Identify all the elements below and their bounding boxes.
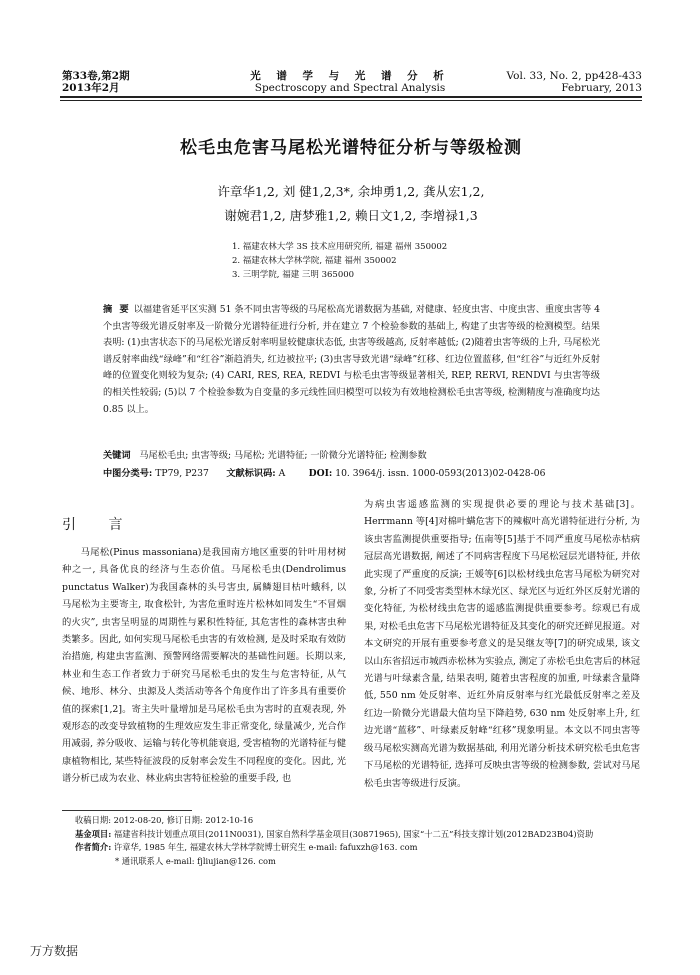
classification-line [103, 466, 600, 482]
watermark: 万方数据 [30, 944, 79, 958]
author-line-1: 许章华1,2, 刘 健1,2,3*, 余坤勇1,2, 龚从宏1,2, [217, 184, 485, 199]
footnotes [75, 814, 642, 868]
abstract [103, 302, 600, 418]
affiliation-3: 3. 三明学院, 福建 三明 365000 [232, 270, 355, 280]
header-volume-en [507, 70, 642, 94]
author-line-2: 谢婉君1,2, 唐梦雅1,2, 赖日文1,2, 李增禄1,3 [224, 208, 478, 223]
header-date-cn-text: 2013年2月 [62, 82, 120, 94]
header-date-en-text: February, 2013 [561, 82, 642, 94]
header-vol-en-text: Vol. 33, No. 2, pp428-433 [506, 70, 642, 82]
keywords-text: 马尾松毛虫; 虫害等级; 马尾松; 光谱特征; 一阶微分光谱特征; 检测参数 [139, 450, 427, 461]
clc-label: 中图分类号: [103, 468, 153, 479]
affiliation-1: 1. 福建农林大学 3S 技术应用研究所, 福建 福州 350002 [232, 242, 448, 252]
header-vol-issue-text: 第33卷,第2期 [62, 70, 130, 82]
paper-title: 松毛虫危害马尾松光谱特征分析与等级检测 [180, 138, 522, 158]
doc-code-value: A [278, 468, 286, 479]
keywords [103, 448, 600, 464]
author-list [60, 180, 642, 228]
affiliations [232, 240, 447, 282]
author-bio-text: 许章华, 1985 年生, 福建农林大学林学院博士研究生 e-mail: fafuxzh@163. com [113, 842, 418, 853]
clc-value: TP79, P237 [155, 468, 209, 479]
fund-text: 福建省科技计划重点项目(2011N0031), 国家自然科学基金项目(30871965), 国家“十二五”科技支撑计划(2012BAD23B04)资助 [113, 828, 594, 839]
abstract-text: 以福建省延平区实测 51 条不同虫害等级的马尾松高光谱数据为基础, 对健康、轻度虫害、中度虫害、重度虫害等 4 个虫害等级光谱反射率及一阶微分光谱特征进行分析, 并在建立 7 个检验参数的基础上, 构建了虫害等级的检测模型。结果表明: (1)虫害状态下的马尾松光谱反射率明显较健康状态低, 虫害等级越高, 反射率越低; (2)随着虫害等级的上升, 马尾松光谱反射率曲线“绿峰”和“红谷”渐趋消失, 红边被拉平; (3)虫害导致光谱“绿峰”红移、红边位置蓝移, 但“红谷”与近红外反射峰的位置变化则较为复杂; (4) CARI, RES, REA, REDVI 与松毛虫害等级显著相关, REP, RERVI, RENDVI 与虫害等级的相关性较弱; (5)以 7 个检验参数为自变量的多元线性回归模型可以较为有效地检测松毛虫害等级, 检测精度与准确度均达 0.85 以上。 [103, 304, 600, 415]
section-heading-intro: 引 言 [62, 517, 137, 533]
affiliation-2: 2. 福建农林大学林学院, 福建 福州 350002 [232, 256, 397, 266]
abstract-label: 摘 要 [103, 304, 131, 315]
doi-label: DOI: [308, 468, 333, 479]
fund-label: 基金项目: [75, 828, 112, 839]
header-rule-thick [60, 96, 642, 98]
header-volume-issue [62, 70, 130, 94]
author-bio-label: 作者简介: [75, 842, 112, 853]
footnote-corresponding: * 通讯联系人 e-mail: fjliujian@126. com [115, 855, 276, 866]
right-column [364, 496, 640, 792]
header-rule-thin [60, 100, 642, 101]
doi-value: 10. 3964/j. issn. 1000-0593(2013)02-0428-06 [335, 468, 546, 479]
journal-name-cn: 光 谱 学 与 光 谱 分 析 [250, 70, 450, 82]
header-journal-name [230, 70, 470, 94]
intro-paragraph-1: 马尾松(Pinus massoniana)是我国南方地区重要的针叶用材树种之一, 具备优良的经济与生态价值。马尾松毛虫(Dendrolimus punctatus Walker)为我国森林的头号害虫, 属鳞翅目枯叶蛾科, 以马尾松为主要寄主, 取食松针, 为害危重时连片松林如同发生“不冒烟的火灾”, 虫害呈明显的周期性与累积性特征, 其危害性的森林害虫种类繁多。因此, 如何实现马尾松毛虫害的有效检测, 是及时采取有效防治措施, 构建虫害监测、预警网络需要解决的基础性问题。长期以来, 林业和生态工作者致力于研究马尾松毛虫的发生与危害特征, 从气候、地形、林分、虫源及人类活动等各个角度作出了许多具有重要价值的探索[1,2]。寄主失叶量增加是马尾松毛虫为害时的直观表现, 外观形态的改变导致植物的生理效应发生非正常变化, 绿量减少, 光合作用减弱, 养分吸收、运输与转化等机能衰退, 受害植物的光谱特征与健康植物相比, 某些特征波段的反射率会发生不同程度的变化。因此, 光谱分析已成为农业、林业病虫害特征检验的重要手段, 也 [62, 547, 346, 785]
doc-code-label: 文献标识码: [226, 468, 276, 479]
footnote-fund [75, 828, 642, 842]
footnote-rule [62, 810, 192, 811]
footnote-received: 收稿日期: 2012-08-20, 修订日期: 2012-10-16 [75, 815, 254, 825]
intro-paragraph-2: 为病虫害遥感监测的实现提供必要的理论与技术基础[3]。Herrmann 等[4]对棉叶螨危害下的辣椒叶高光谱特征进行分析, 为该虫害监测提供重要指导; 伍南等[5]基于不同严重度马尾松赤枯病冠层高光谱数据, 阐述了不同病害程度下马尾松冠层光谱特征, 并依此实现了严重度的反演; 王媛等[6]以松材线虫危害马尾松为研究对象, 分析了不同受害类型林木绿光区、绿光区与近红外区反射光谱的变化特征, 为松材线虫危害的遥感监测提供重要参考。综观已有成果, 对松毛虫危害下马尾松光谱特征及其变化的研究还鲜见报道。对本文研究的开展有重要参考意义的是吴继友等[7]的研究成果, 该文以山东省招远市城西赤松林为实验点, 测定了赤松毛虫危害后的林冠光谱与叶绿素含量, 结果表明, 随着虫害程度的加重, 叶绿素含量降低, 550 nm 处反射率、近红外肩反射率与红光最低反射率之差及红边一阶微分光谱最大值均呈下降趋势, 630 nm 处反射率上升, 红边光谱“蓝移”、叶绿素反射峰“红移”现象明显。本文以不同虫害等级马尾松实测高光谱为数据基础, 利用光谱分析技术研究松毛虫危害下马尾松的光谱特征, 选择可反映虫害等级的检测参数, 尝试对马尾松毛虫害等级进行反演。 [364, 499, 640, 789]
left-column [62, 544, 346, 788]
footnote-author [75, 841, 642, 855]
journal-name-en: Spectroscopy and Spectral Analysis [254, 82, 446, 94]
keywords-label: 关键词 [103, 450, 131, 461]
